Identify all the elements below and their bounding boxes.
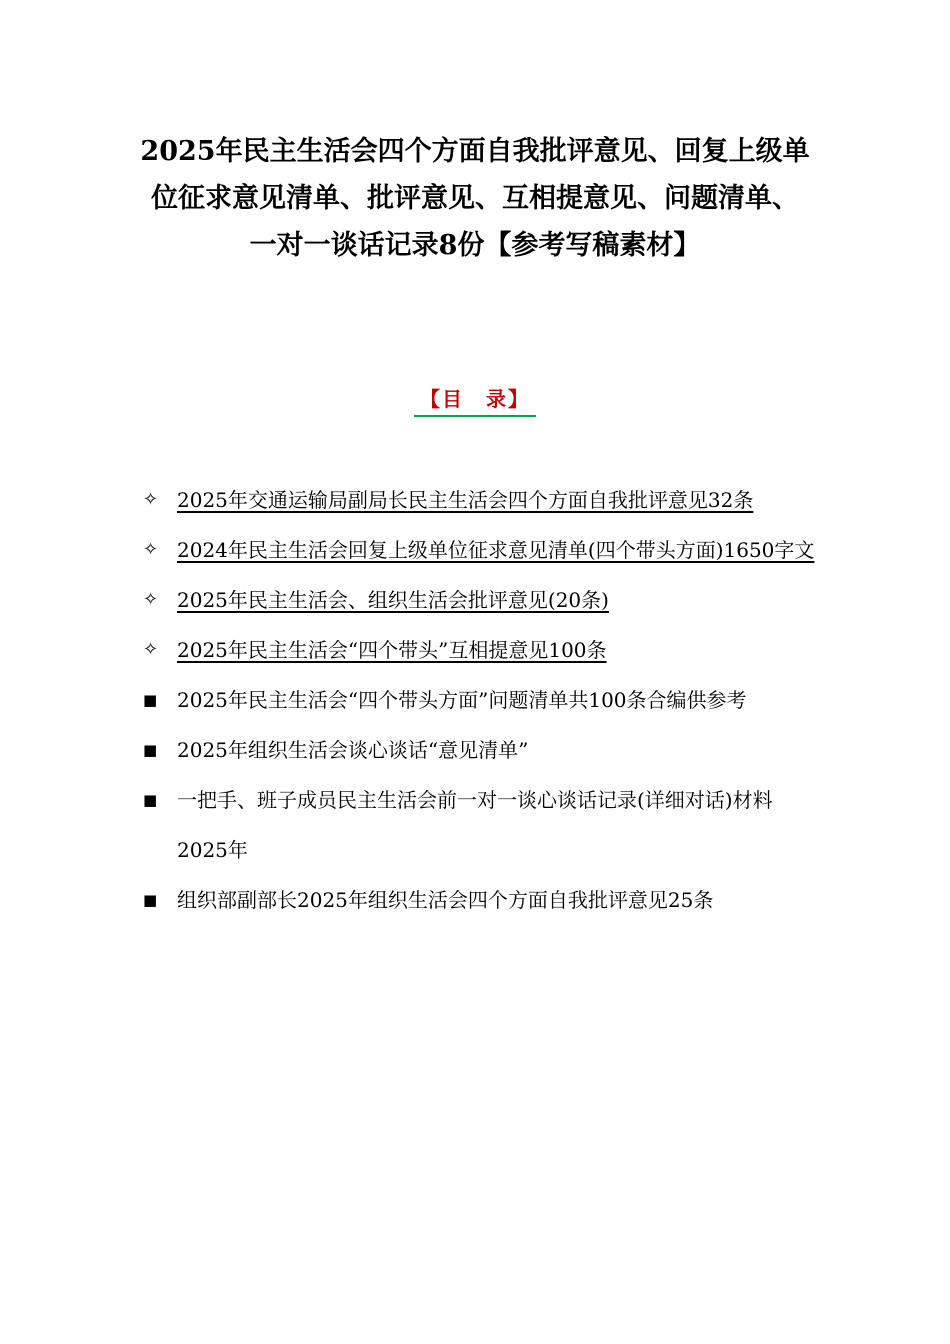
toc-item-7: [143, 775, 823, 875]
toc-item-1[interactable]: [143, 475, 823, 525]
toc-link-4[interactable]: 2025年民主生活会“四个带头”互相提意见100条: [177, 638, 607, 662]
document-title: 2025年民主生活会四个方面自我批评意见、回复上级单位征求意见清单、批评意见、互相提意见、问题清单、一对一谈话记录8份【参考写稿素材】: [140, 136, 810, 261]
diamond-star-icon: ✧: [143, 539, 159, 560]
diamond-star-icon: ✧: [143, 589, 159, 610]
toc-link-2[interactable]: 2024年民主生活会回复上级单位征求意见清单(四个带头方面)1650字文: [177, 538, 815, 562]
toc-item-3[interactable]: [143, 575, 823, 625]
toc-heading-label: 【目 录】: [414, 384, 536, 417]
square-bullet-icon: ■: [143, 791, 158, 809]
table-of-contents: [143, 475, 823, 925]
toc-heading: [0, 384, 950, 417]
toc-item-6: [143, 725, 823, 775]
toc-text-7: 一把手、班子成员民主生活会前一对一谈心谈话记录(详细对话)材料2025年: [177, 788, 773, 862]
toc-text-6: 2025年组织生活会谈心谈话“意见清单”: [177, 738, 529, 762]
toc-link-1[interactable]: 2025年交通运输局副局长民主生活会四个方面自我批评意见32条: [177, 488, 754, 512]
toc-item-8: [143, 875, 823, 925]
toc-item-5: [143, 675, 823, 725]
toc-link-3[interactable]: 2025年民主生活会、组织生活会批评意见(20条): [177, 588, 609, 612]
diamond-star-icon: ✧: [143, 639, 159, 660]
toc-text-5: 2025年民主生活会“四个带头方面”问题清单共100条合编供参考: [177, 688, 747, 712]
toc-item-2[interactable]: [143, 525, 823, 575]
toc-item-4[interactable]: [143, 625, 823, 675]
toc-text-8: 组织部副部长2025年组织生活会四个方面自我批评意见25条: [177, 888, 714, 912]
square-bullet-icon: ■: [143, 891, 158, 909]
square-bullet-icon: ■: [143, 741, 158, 759]
diamond-star-icon: ✧: [143, 489, 159, 510]
square-bullet-icon: ■: [143, 691, 158, 709]
